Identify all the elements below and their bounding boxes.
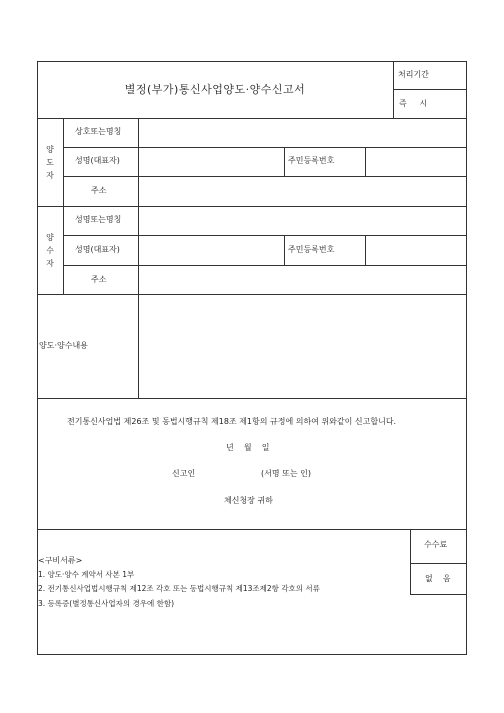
transferor-id-left [284,147,285,176]
fee-value: 없 음 [425,574,451,583]
signature-label: (서명 또는 인) [261,469,311,478]
transferee-id-right [365,235,366,265]
transferee-id-left [284,235,285,265]
form-title: 별정(부가)통신사업양도·양수신고서 [124,83,306,96]
transferee-address-label: 주소 [91,275,107,284]
content-label: 양도·양수내용 [39,341,88,350]
declaration-date: 년 월 일 [226,443,270,452]
content-bottom [37,398,467,399]
period-divider [393,89,466,90]
transferee-row2 [63,265,466,266]
fee-bottom [410,594,466,595]
documents-heading: <구비서류> [38,556,83,565]
header-bottom [37,118,467,119]
transferor-row1 [63,147,466,148]
transferor-section-label-text: 양도자 [46,145,54,180]
transferee-label-divider [138,206,139,294]
transferor-id-label: 주민등록번호 [288,156,335,165]
border-right [466,61,467,655]
processing-period-value: 즉 시 [399,99,428,108]
addressee: 체신청장 귀하 [224,496,273,505]
document-item-3: 3. 등록증(별정통신사업자의 경우에 한함) [38,599,175,608]
transferee-section-label [44,231,56,270]
transferor-name-label: 상호또는명칭 [75,127,122,136]
content-divider [138,294,139,398]
transferor-col-divider [63,118,64,206]
transferee-id-label: 주민등록번호 [288,245,335,254]
border-left [37,61,38,655]
document-item-1: 1. 양도·양수 계약서 사본 1부 [38,570,135,579]
processing-period-label: 처리기간 [398,70,429,79]
fee-row [410,563,466,564]
transferor-label-divider [138,118,139,206]
transferee-row1 [63,235,466,236]
border-top [37,61,467,62]
fee-label: 수수료 [424,540,448,549]
transferee-col-divider [63,206,64,294]
transferor-bottom [37,206,467,207]
document-item-2: 2. 전기통신사업법시행규칙 제12조 각호 또는 동법시행규칙 제13조제2항 각호의 서류 [38,584,320,593]
transferor-address-label: 주소 [91,186,107,195]
transferee-bottom [37,294,467,295]
transferor-rep-label: 성명(대표자) [75,156,120,165]
transferee-section-label-text: 양수자 [46,233,54,268]
border-bottom [37,654,467,655]
transferor-id-right [365,147,366,176]
transferee-rep-label: 성명(대표자) [75,245,120,254]
fee-divider [410,529,411,594]
transferor-section-label [44,143,56,182]
declaration-statement: 전기통신사업법 제26조 및 동법시행규칙 제18조 제1항의 규정에 의하여 위와같이 신고합니다. [67,417,397,426]
declaration-bottom [37,529,467,530]
transferee-name-label: 성명또는명칭 [75,215,122,224]
declarant-label: 신고인 [172,469,196,478]
transferor-row2 [63,176,466,177]
